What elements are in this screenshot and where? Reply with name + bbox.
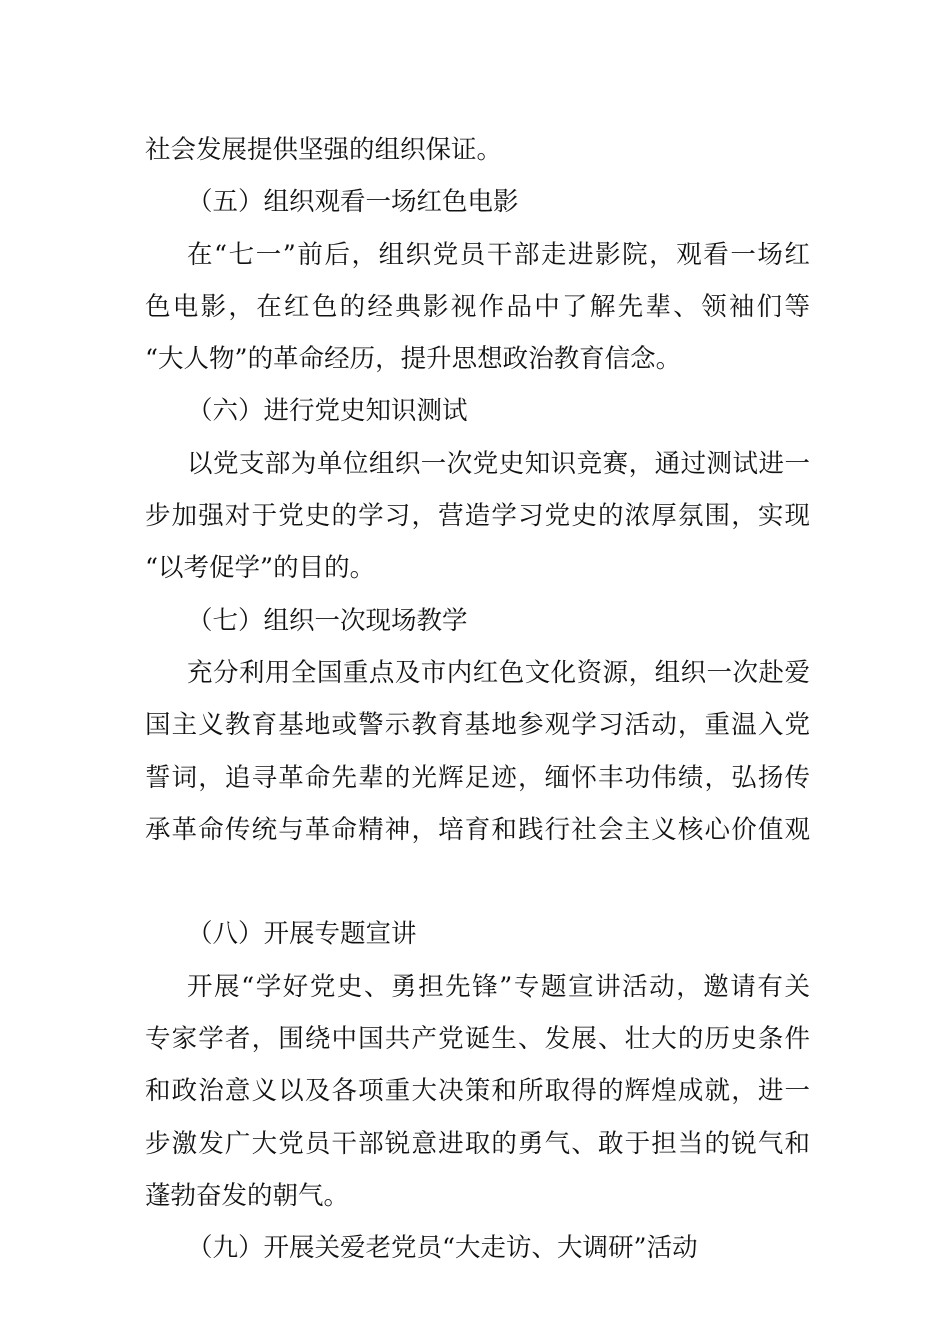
- paragraph-line: 色电影，在红色的经典影视作品中了解先辈、领袖们等: [145, 291, 810, 322]
- paragraph-line: 国主义教育基地或警示教育基地参观学习活动，重温入党: [145, 710, 810, 741]
- paragraph-line: “大人物”的革命经历，提升思想政治教育信念。: [145, 344, 682, 375]
- paragraph-line: 社会发展提供坚强的组织保证。: [145, 135, 503, 165]
- paragraph-line: 蓬勃奋发的朝气。: [145, 1180, 350, 1211]
- paragraph-line: 以党支部为单位组织一次党史知识竞赛，通过测试进一: [187, 448, 810, 479]
- paragraph-line: 步激发广大党员干部锐意进取的勇气、敢于担当的锐气和: [145, 1128, 810, 1159]
- paragraph-line: 誓词，追寻革命先辈的光辉足迹，缅怀丰功伟绩，弘扬传: [145, 762, 810, 793]
- section-heading-8: （八）开展专题宣讲: [187, 919, 417, 950]
- paragraph-line: 和政治意义以及各项重大决策和所取得的辉煌成就，进一: [145, 1076, 810, 1107]
- paragraph-line: “以考促学”的目的。: [145, 553, 376, 584]
- section-heading-6: （六）进行党史知识测试: [187, 396, 468, 427]
- paragraph-line: 承革命传统与革命精神，培育和践行社会主义核心价值观: [145, 814, 810, 845]
- paragraph-line: 充分利用全国重点及市内红色文化资源，组织一次赴爱: [187, 657, 810, 688]
- blank-line: [145, 860, 810, 912]
- section-heading-5: （五）组织观看一场红色电影: [187, 187, 519, 218]
- paragraph-line: 步加强对于党史的学习，营造学习党史的浓厚氛围，实现: [145, 501, 810, 532]
- paragraph-line: 专家学者，围绕中国共产党诞生、发展、壮大的历史条件: [145, 1024, 810, 1055]
- paragraph-line: 开展“学好党史、勇担先锋”专题宣讲活动，邀请有关: [187, 971, 810, 1002]
- paragraph-line: 在“七一”前后，组织党员干部走进影院，观看一场红: [187, 239, 810, 270]
- document-page: [145, 128, 810, 1279]
- section-heading-9: （九）开展关爱老党员“大走访、大调研”活动: [187, 1233, 698, 1264]
- section-heading-7: （七）组织一次现场教学: [187, 605, 468, 636]
